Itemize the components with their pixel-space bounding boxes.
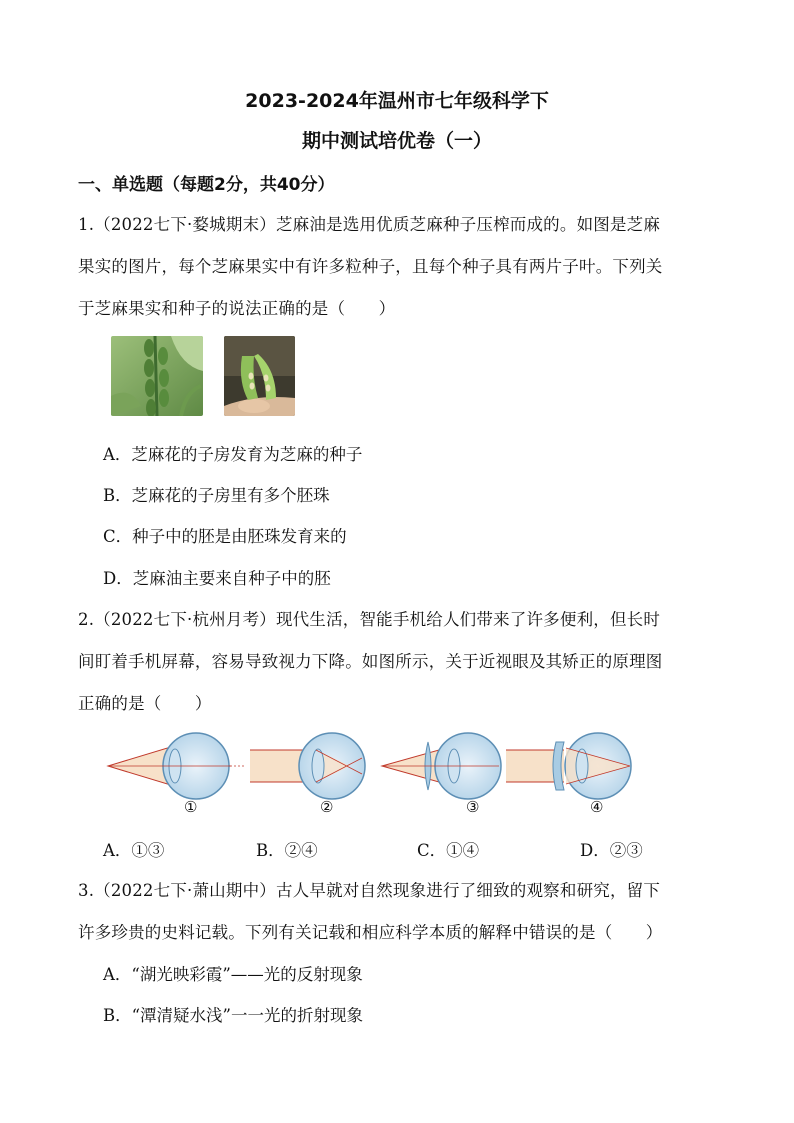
q1-option-c[interactable]: C．种子中的胚是由胚珠发育来的 — [103, 527, 347, 546]
q3-line-2: 许多珍贵的史料记载。下列有关记载和相应科学本质的解释中错误的是（ ） — [78, 923, 663, 942]
eye-diagram-1 — [108, 733, 244, 799]
section-heading: 一、单选题（每题2分，共40分） — [78, 175, 335, 195]
q2-option-a[interactable]: A．①③ — [103, 841, 165, 860]
eye-diagram-2 — [250, 733, 365, 799]
q2-line-1: 2.（2022七下·杭州月考）现代生活，智能手机给人们带来了许多便利，但长时 — [78, 610, 661, 629]
sesame-plant-photo — [111, 336, 203, 416]
q1-line-2: 果实的图片，每个芝麻果实中有许多粒种子，且每个种子具有两片子叶。下列关 — [78, 257, 663, 276]
q1-option-d[interactable]: D．芝麻油主要来自种子中的胚 — [103, 569, 331, 588]
q3-line-1: 3.（2022七下·萧山期中）古人早就对自然现象进行了细致的观察和研究，留下 — [78, 881, 661, 900]
q1-option-a[interactable]: A．芝麻花的子房发育为芝麻的种子 — [103, 445, 363, 464]
q1-line-3: 于芝麻果实和种子的说法正确的是（ ） — [78, 299, 396, 318]
sesame-pod-photo — [224, 336, 295, 416]
doc-title-line2: 期中测试培优卷（一） — [301, 130, 492, 152]
diagram-label-4: ④ — [590, 798, 604, 816]
q2-option-d[interactable]: D．②③ — [580, 841, 643, 860]
q3-option-a[interactable]: A．“湖光映彩霞”——光的反射现象 — [103, 965, 363, 984]
q1-option-b[interactable]: B．芝麻花的子房里有多个胚珠 — [103, 486, 330, 505]
diagram-label-3: ③ — [466, 798, 480, 816]
q2-line-2: 间盯着手机屏幕，容易导致视力下降。如图所示，关于近视眼及其矫正的原理图 — [78, 652, 663, 671]
q2-option-c[interactable]: C．①④ — [417, 841, 480, 860]
eye-diagram-3 — [382, 733, 501, 799]
q3-option-b[interactable]: B．“潭清疑水浅”一一光的折射现象 — [103, 1006, 363, 1025]
diagram-label-1: ① — [184, 798, 198, 816]
eye-diagram-4 — [506, 733, 631, 799]
diagram-label-2: ② — [320, 798, 334, 816]
q2-line-3: 正确的是（ ） — [78, 694, 212, 713]
q1-line-1: 1.（2022七下·婺城期末）芝麻油是选用优质芝麻种子压榨而成的。如图是芝麻 — [78, 215, 661, 234]
doc-title-line1: 2023-2024年温州市七年级科学下 — [245, 90, 549, 112]
q2-option-b[interactable]: B．②④ — [256, 841, 318, 860]
